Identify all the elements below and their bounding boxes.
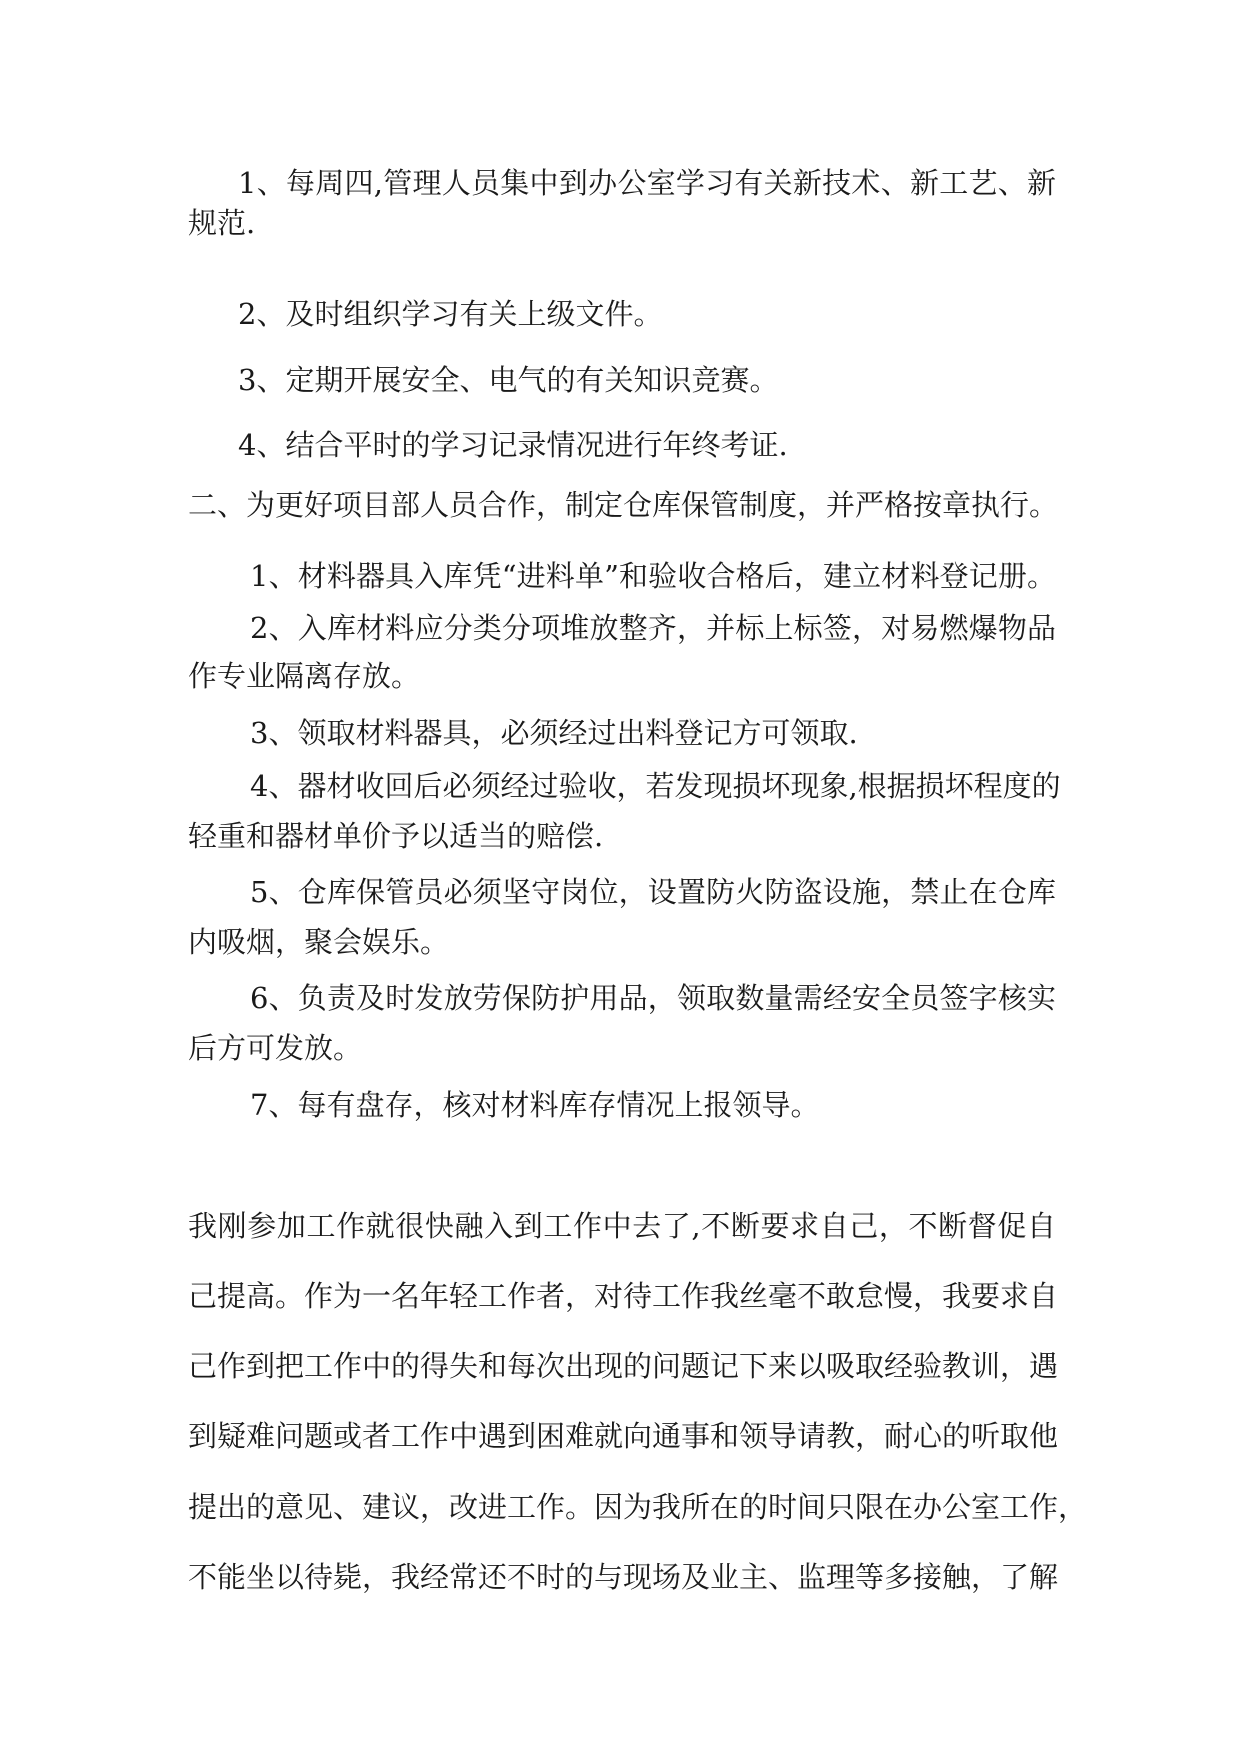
list-item-line: 4、器材收回后必须经过验收，若发现损坏现象,根据损坏程度的 (250, 769, 1061, 803)
list-item-line: 1、每周四,管理人员集中到办公室学习有关新技术、新工艺、新 (238, 166, 1056, 200)
paragraph-line: 己提高。作为一名年轻工作者，对待工作我丝毫不敢怠慢，我要求自 (188, 1279, 1059, 1313)
list-item-line: 1、材料器具入库凭“进料单”和验收合格后，建立材料登记册。 (250, 559, 1056, 593)
list-item-line: 5、仓库保管员必须坚守岗位，设置防火防盗设施，禁止在仓库 (250, 875, 1056, 909)
list-item-line: 6、负责及时发放劳保防护用品，领取数量需经安全员签字核实 (250, 981, 1056, 1015)
list-item-line: 内吸烟，聚会娱乐。 (188, 925, 450, 959)
paragraph-line: 到疑难问题或者工作中遇到困难就向通事和领导请教，耐心的听取他 (188, 1419, 1059, 1453)
list-item-line: 7、每有盘存，核对材料库存情况上报领导。 (250, 1088, 820, 1122)
paragraph-line: 提出的意见、建议，改进工作。因为我所在的时间只限在办公室工作， (188, 1490, 1088, 1524)
paragraph-line: 我刚参加工作就很快融入到工作中去了,不断要求自己，不断督促自 (188, 1209, 1056, 1243)
paragraph-line: 己作到把工作中的得失和每次出现的问题记下来以吸取经验教训，遇 (188, 1349, 1059, 1383)
list-item-line: 4、结合平时的学习记录情况进行年终考证. (238, 428, 788, 462)
list-item-line: 2、入库材料应分类分项堆放整齐，并标上标签，对易燃爆物品 (250, 611, 1056, 645)
list-item-line: 规范. (188, 206, 256, 240)
list-item-line: 3、定期开展安全、电气的有关知识竞赛。 (238, 363, 779, 397)
list-item-line: 轻重和器材单价予以适当的赔偿. (188, 819, 604, 853)
section-two-heading: 二、为更好项目部人员合作，制定仓库保管制度，并严格按章执行。 (188, 488, 1059, 522)
paragraph-line: 不能坐以待毙，我经常还不时的与现场及业主、监理等多接触，了解 (188, 1560, 1059, 1594)
list-item-line: 3、领取材料器具，必须经过出料登记方可领取. (250, 716, 858, 750)
list-item-line: 2、及时组织学习有关上级文件。 (238, 297, 663, 331)
list-item-line: 后方可发放。 (188, 1031, 363, 1065)
list-item-line: 作专业隔离存放。 (188, 659, 421, 693)
